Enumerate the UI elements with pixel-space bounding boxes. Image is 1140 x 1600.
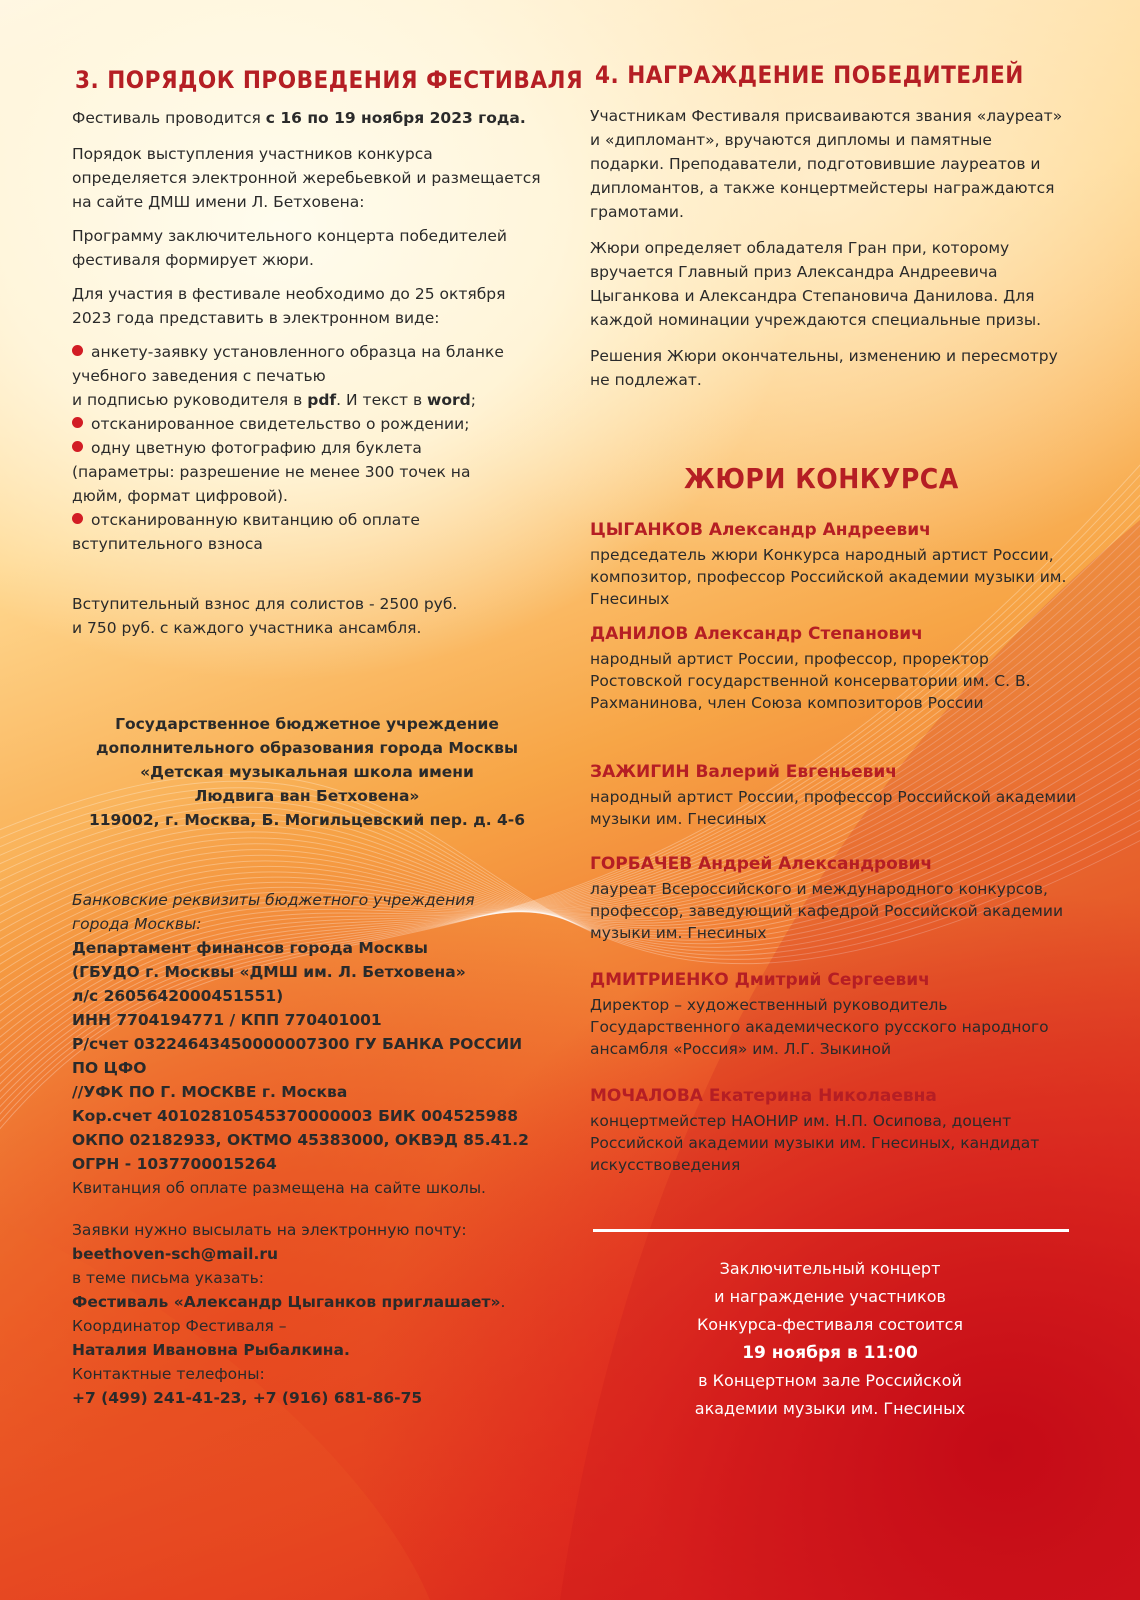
receipt-note: Квитанция об оплате размещена на сайте школы. <box>72 1179 486 1197</box>
section-4-heading: 4. НАГРАЖДЕНИЕ ПОБЕДИТЕЛЕЙ <box>595 61 1024 89</box>
bank-line: л/с 2605642000451551) <box>72 987 284 1005</box>
jury-member-name: МОЧАЛОВА Екатерина Николаевна <box>590 1086 937 1106</box>
section-3-heading: 3. ПОРЯДОК ПРОВЕДЕНИЯ ФЕСТИВАЛЯ <box>75 66 584 94</box>
bank-line: //УФК ПО Г. МОСКВЕ г. Москва <box>72 1083 348 1101</box>
list-item: отсканированное свидетельство о рождении; <box>72 412 542 436</box>
final-line: Заключительный концерт <box>719 1259 941 1278</box>
email-subject: Фестиваль «Александр Цыганков приглашает». <box>72 1293 506 1311</box>
jury-member-description: Директор – художественный руководитель Государственного академического русского народного ансамбля «Россия» им. Л.Г. Зыкиной <box>590 996 1049 1058</box>
bullet-icon <box>72 417 83 428</box>
org-line: «Детская музыкальная школа имени <box>140 763 474 781</box>
jury-member-name: ЗАЖИГИН Валерий Евгеньевич <box>590 762 897 782</box>
jury-member-name: ДМИТРИЕНКО Дмитрий Сергеевич <box>590 970 930 990</box>
jury-list <box>590 518 1080 1176</box>
jury-member-description: лауреат Всероссийского и международного конкурсов, профессор, заведующий кафедрой Российской академии музыки им. Гнесиных <box>590 880 1064 942</box>
final-date: 19 ноября в 11:00 <box>742 1343 918 1363</box>
org-line: Государственное бюджетное учреждение <box>115 715 499 733</box>
bank-line: ОКПО 02182933, ОКТМО 45383000, ОКВЭД 85.41.2 <box>72 1131 529 1149</box>
list-item: анкету-заявку установленного образца на бланке учебного заведения с печатью и подписью руководителя в pdf. И текст в word; <box>72 343 504 409</box>
order-paragraph: Порядок выступления участников конкурса определяется электронной жеребьевкой и размещается на сайте ДМШ имени Л. Бетховена: <box>72 145 541 211</box>
awards-paragraph: Участникам Фестиваля присваиваются звания «лауреат» и «дипломант», вручаются дипломы и памятные подарки. Преподаватели, подготовившие лауреатов и дипломантов, а также концертмейстеры награждаются грамотами. <box>590 107 1063 221</box>
bank-line: ПО ЦФО <box>72 1059 147 1077</box>
bank-line: Р/счет 03224643450000007300 ГУ БАНКА РОССИИ <box>72 1035 523 1053</box>
jury-member-description: народный артист России, профессор Российской академии музыки им. Гнесиных <box>590 788 1077 828</box>
jury-member <box>590 968 1080 1084</box>
bank-title: города Москвы: <box>72 915 202 933</box>
grand-prix-paragraph: Жюри определяет обладателя Гран при, которому вручается Главный приз Александра Андреевича Цыганкова и Александра Степановича Данилова. Для каждой номинации учреждаются специальные призы. <box>590 239 1042 329</box>
jury-member <box>590 518 1080 622</box>
jury-member-description: председатель жюри Конкурса народный артист России, композитор, профессор Российской академии музыки им. Гнесиных <box>590 546 1067 608</box>
email-link[interactable]: beethoven-sch@mail.ru <box>72 1245 279 1263</box>
jury-member-description: концертмейстер НАОНИР им. Н.П. Осипова, доцент Российской академии музыки им. Гнесиных, кандидат искусствоведения <box>590 1112 1040 1174</box>
contacts-line: Заявки нужно высылать на электронную почту: <box>72 1221 467 1239</box>
bank-line: Кор.счет 40102810545370000003 БИК 004525988 <box>72 1107 519 1125</box>
awards-text <box>590 104 1070 392</box>
final-concert-info <box>600 1255 1060 1423</box>
org-line: дополнительного образования города Москвы <box>96 739 518 757</box>
contacts <box>72 1218 552 1410</box>
bank-line: ОГРН - 1037700015264 <box>72 1155 277 1173</box>
contacts-line: Координатор Фестиваля – <box>72 1317 287 1335</box>
jury-member <box>590 760 1080 852</box>
jury-member-name: ЦЫГАНКОВ Александр Андреевич <box>590 520 931 540</box>
bank-line: (ГБУДО г. Москвы «ДМШ им. Л. Бетховена» <box>72 963 466 981</box>
bank-details <box>72 888 572 1200</box>
divider-line <box>593 1229 1069 1232</box>
jury-member <box>590 622 1080 760</box>
bullet-icon <box>72 441 83 452</box>
bullet-icon <box>72 513 83 524</box>
jury-member <box>590 1084 1080 1176</box>
documents-paragraph: Для участия в фестивале необходимо до 25 октября 2023 года представить в электронном виде: <box>72 285 506 327</box>
bank-line: ИНН 7704194771 / КПП 770401001 <box>72 1011 382 1029</box>
org-line: Людвига ван Бетховена» <box>194 787 420 805</box>
bank-line: Департамент финансов города Москвы <box>72 939 428 957</box>
contacts-line: в теме письма указать: <box>72 1269 264 1287</box>
contacts-line: Контактные телефоны: <box>72 1365 265 1383</box>
bullet-icon <box>72 345 83 356</box>
phone-numbers: +7 (499) 241-41-23, +7 (916) 681-86-75 <box>72 1389 423 1407</box>
jury-member <box>590 852 1080 968</box>
festival-procedure <box>72 106 542 640</box>
list-item: отсканированную квитанцию об оплате вступительного взноса <box>72 511 420 553</box>
entry-fee: Вступительный взнос для солистов - 2500 руб. и 750 руб. с каждого участника ансамбля. <box>72 595 458 637</box>
final-line: академии музыки им. Гнесиных <box>694 1399 966 1418</box>
org-line: 119002, г. Москва, Б. Могильцевский пер. д. 4-6 <box>88 811 526 829</box>
jury-member-description: народный артист России, профессор, проректор Ростовской государственной консерватории им. С. В. Рахманинова, член Союза композиторов России <box>590 650 1031 712</box>
final-line: Конкурса-фестиваля состоится <box>696 1315 964 1334</box>
coordinator-name: Наталия Ивановна Рыбалкина. <box>72 1341 350 1359</box>
final-line: в Концертном зале Российской <box>698 1371 962 1390</box>
school-address <box>72 712 542 832</box>
program-paragraph: Программу заключительного концерта победителей фестиваля формирует жюри. <box>72 227 507 269</box>
list-item: одну цветную фотографию для буклета (параметры: разрешение не менее 300 точек на дюйм, формат цифровой). <box>72 439 471 505</box>
jury-member-name: ГОРБАЧЕВ Андрей Александрович <box>590 854 933 874</box>
documents-list <box>72 340 542 556</box>
final-line: и награждение участников <box>714 1287 946 1306</box>
festival-dates: Фестиваль проводится с 16 по 19 ноября 2023 года. <box>72 109 526 127</box>
decisions-paragraph: Решения Жюри окончательны, изменению и пересмотру не подлежат. <box>590 347 1058 389</box>
bank-title: Банковские реквизиты бюджетного учреждения <box>72 891 475 909</box>
jury-member-name: ДАНИЛОВ Александр Степанович <box>590 624 923 644</box>
jury-heading: ЖЮРИ КОНКУРСА <box>684 462 959 495</box>
